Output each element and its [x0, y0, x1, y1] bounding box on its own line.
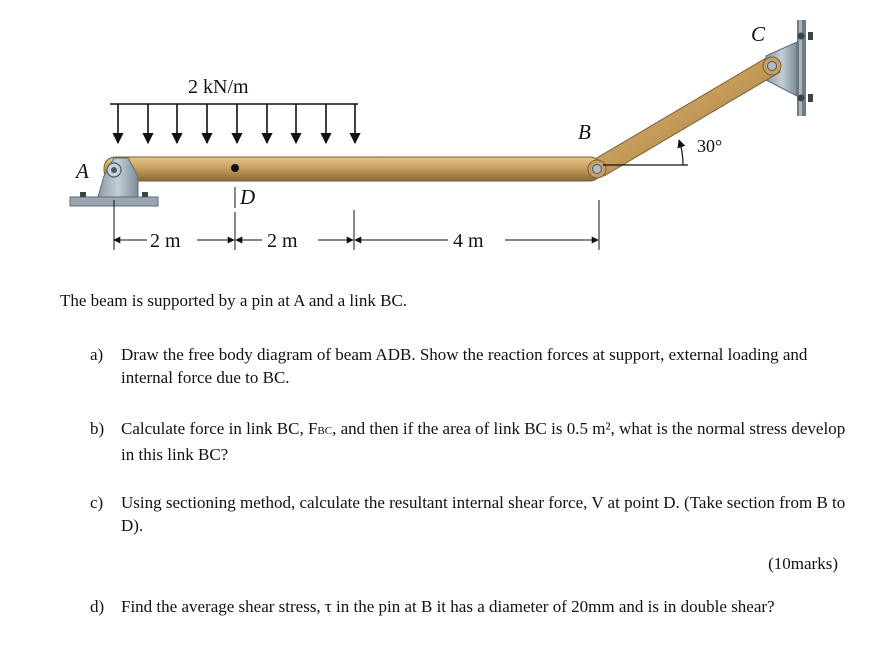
question-d: [90, 595, 850, 618]
load-label: 2 kN/m: [188, 76, 249, 98]
dimension-label-2: 2 m: [267, 230, 298, 252]
label-b: B: [578, 120, 591, 144]
question-label: a): [90, 345, 104, 364]
dimension-lines: [114, 200, 599, 250]
question-text-part: , and then if the area of link BC is 0.5 m², what is the normal stress develop in this link BC?: [121, 419, 846, 464]
subscript-bc: BC: [317, 425, 333, 437]
dimension-label-3: 4 m: [453, 230, 484, 252]
problem-statement: The beam is supported by a pin at A and a link BC.: [60, 291, 408, 310]
label-c: C: [751, 22, 766, 46]
question-a: [90, 343, 850, 389]
link-bc: [590, 57, 781, 176]
question-label: d): [90, 597, 105, 616]
question-c: [90, 491, 850, 537]
label-a: A: [76, 159, 89, 183]
marks-label: (10marks): [768, 554, 838, 573]
beam-figure: [0, 0, 872, 275]
label-d: D: [240, 185, 256, 209]
point-d-dot: [231, 164, 239, 172]
question-label: b): [90, 419, 105, 438]
question-label: c): [90, 493, 104, 512]
question-b: [90, 417, 850, 466]
angle-arc: [679, 140, 683, 165]
question-text: [121, 417, 850, 466]
dimension-label-1: 2 m: [150, 230, 181, 252]
question-text: Draw the free body diagram of beam ADB. Show the reaction forces at support, external loading and internal force due to BC.: [121, 345, 808, 387]
distributed-load: [110, 104, 358, 143]
question-text-part: Calculate force in link BC, F: [121, 419, 318, 438]
angle-label: 30°: [697, 136, 723, 156]
question-text: Find the average shear stress, τ in the pin at B it has a diameter of 20mm and is in double shear?: [121, 597, 775, 616]
beam-adb: [104, 157, 606, 181]
question-text: Using sectioning method, calculate the resultant internal shear force, V at point D. (Take section from B to D).: [121, 493, 846, 535]
